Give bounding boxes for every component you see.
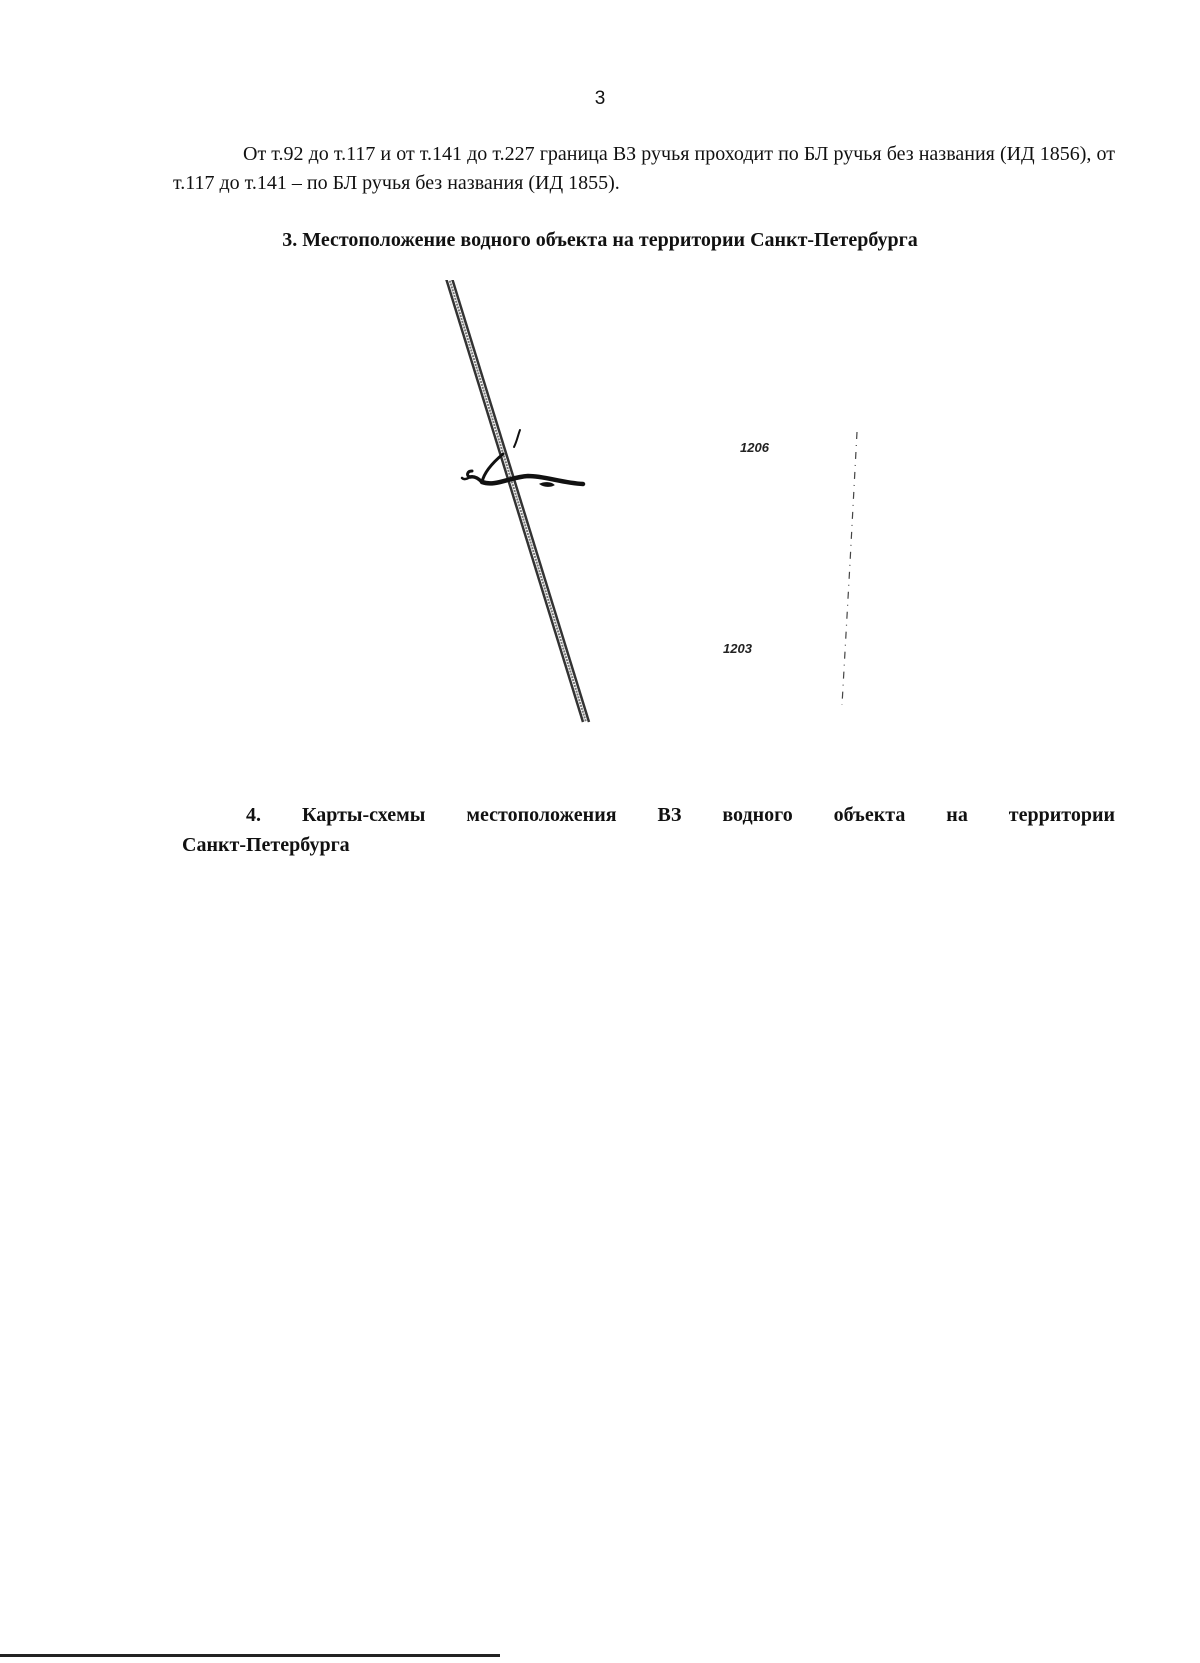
section-3-heading: 3. Местоположение водного объекта на территории Санкт-Петербурга: [282, 229, 918, 251]
road-line-right: [451, 280, 589, 722]
footer-divider: [0, 1654, 500, 1657]
road-line-fill: [448, 280, 586, 722]
small-pond: [540, 483, 554, 487]
boundary-description-paragraph: От т.92 до т.117 и от т.141 до т.227 граница ВЗ ручья проходит по БЛ ручья без названия (ИД 1856), от т.117 до т.141 – по БЛ ручья без названия (ИД 1855).: [173, 143, 1115, 194]
map-label-parcel-1203: 1203: [723, 641, 752, 656]
page-number: 3: [594, 88, 606, 109]
location-map: [400, 280, 940, 770]
section-4-heading: 4. Карты-схемы местоположения ВЗ водного объекта на территории: [246, 804, 1115, 826]
stream-shape: [462, 430, 583, 484]
section-4-heading-continuation: Санкт-Петербурга: [182, 834, 350, 856]
location-map-graphic: [400, 280, 940, 770]
map-label-parcel-1206: 1206: [740, 440, 769, 455]
road-line-left: [445, 280, 583, 722]
dashed-boundary-line: [842, 432, 857, 705]
